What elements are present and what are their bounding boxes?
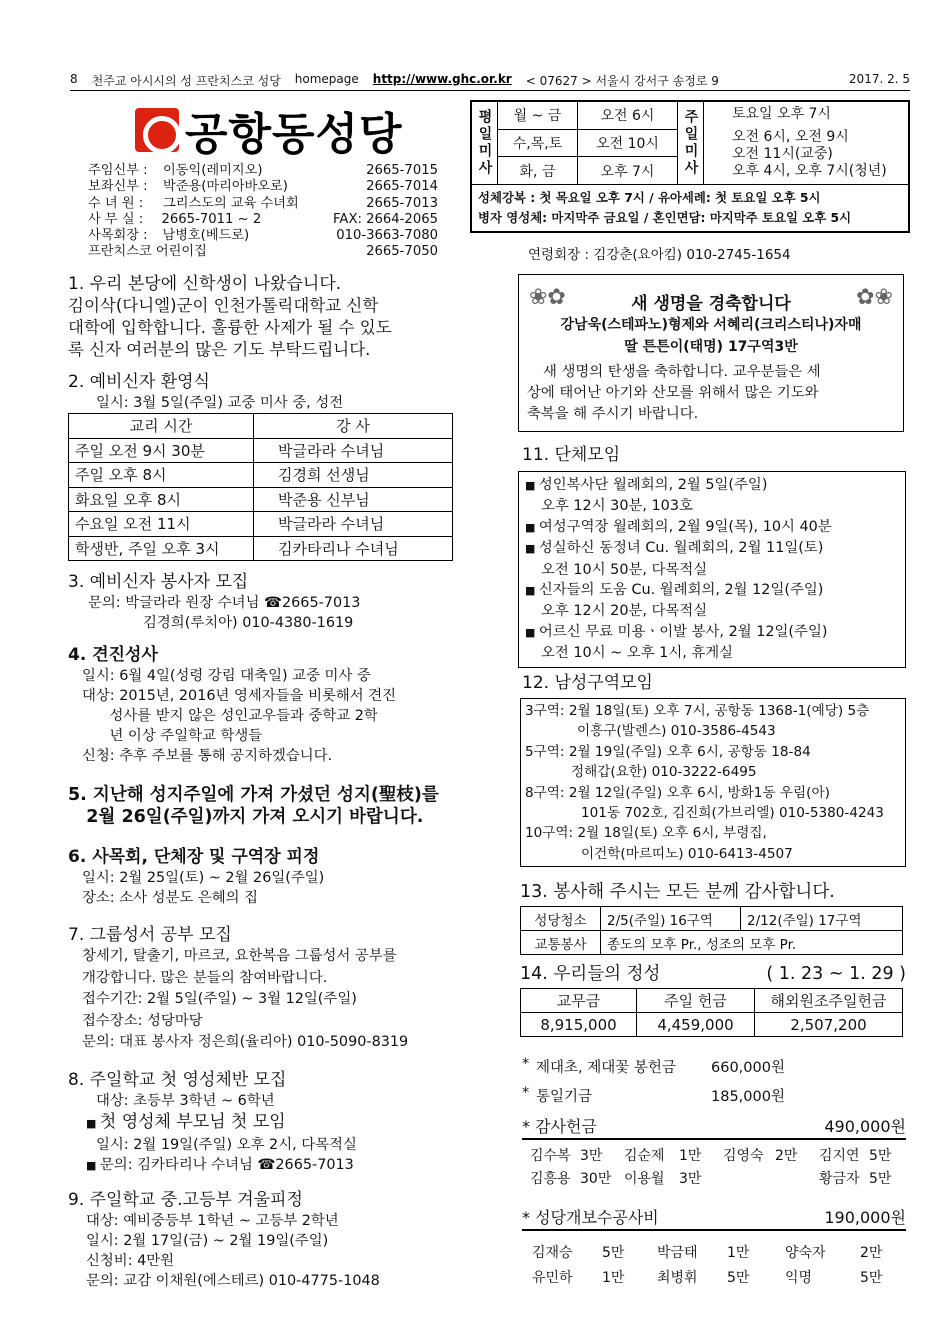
list-item: ■ 어르신 무료 미용ㆍ이발 봉사, 2월 12일(주일): [525, 622, 899, 643]
special-offerings: * 제대초, 제대꽃 봉헌금 660,000원 * 통일기금 185,000원 * 감사헌금 490,000원 김수복 3만 김순제 1만 김영숙 2만 김지연 5만 김흥용 30만 이용월 3만 황금자 5만 * 성당개보수공사비 190,000원 김재승 5만 박금태 1만 양숙자 2만 유민하 1만 최병휘 5만 익명 5만: [522, 1056, 906, 1291]
funeral-committee-leader: 연령회장 : 김강춘(요아킴) 010-2745-1654: [528, 247, 791, 263]
table-row: 수요일 오전 11시 박글라라 수녀님: [69, 512, 453, 537]
staff-row: 주임신부 : 이동익(레미지오) 2665-7015: [88, 163, 438, 178]
section-title: 6. 사목회, 단체장 및 구역장 피정: [68, 847, 320, 867]
section-8: 8. 주일학교 첫 영성체반 모집 대상: 초등부 3학년 ~ 6학년 ■ 첫 영성체 부모님 첫 모임 일시: 2월 19일(주일) 오후 2시, 다목적실 ■ 문의: 김카타리나 수녀님 ☎2665-7013: [68, 1069, 463, 1176]
homepage-link[interactable]: http://www.ghc.or.kr: [372, 72, 512, 86]
table-row: 학생반, 주일 오후 3시 김카타리나 수녀님: [69, 536, 453, 561]
list-item: ■ 성인복사단 월례회의, 2월 5일(주일): [525, 475, 899, 496]
header-divider: [70, 90, 910, 91]
thanks-donor-list: 김수복 3만 김순제 1만 김영숙 2만 김지연 5만 김흥용 30만 이용월 3만 황금자 5만: [530, 1148, 892, 1187]
catechism-table: 교리 시간 강 사 주일 오전 9시 30분 박글라라 수녀님 주일 오후 8시 김경희 선생님 화요일 오후 8시 박준용 신부님 수요일 오전 11시 박글라라 수녀님 학생반, 주일 오후 3시 김카타리나 수녀님: [68, 413, 453, 561]
section-5: 5. 지난해 성지주일에 가져 가셨던 성지(聖枝)를 2월 26일(주일)까지 가져 오시기 바랍니다.: [68, 785, 439, 827]
section-title: 9. 주일학교 중.고등부 겨울피정: [68, 1190, 303, 1210]
section-2: 2. 예비신자 환영식 일시: 3월 5일(주일) 교중 미사 중, 성전 교리 시간 강 사 주일 오전 9시 30분 박글라라 수녀님 주일 오후 8시 김경희 선생님 화요일 오후 8시 박준용 신부님 수요일 오전 11시 박글라라 수녀님 학생반, 주일 오후 3시 김카타리나 수녀님: [68, 371, 463, 561]
table-row: 8,915,000 4,459,000 2,507,200: [521, 1013, 903, 1037]
section-title: 11. 단체모임: [522, 445, 621, 465]
volunteer-table: [520, 906, 903, 955]
bullet-icon: *: [522, 1085, 530, 1101]
section-14: [520, 963, 906, 1037]
list-item: 3구역: 2월 18일(토) 오후 7시, 공항동 1368-1(예당) 5층: [525, 703, 870, 719]
list-item: ■ 신자들의 도움 Cu. 월례회의, 2월 12일(주일): [525, 580, 899, 601]
logo-text: 공항동성당: [185, 109, 403, 160]
flower-decoration-icon: ✿❀: [856, 285, 893, 310]
list-item: ■ 여성구역장 월례회의, 2월 9일(목), 10시 40분: [525, 517, 899, 538]
table-row: 주일 오후 8시 김경희 선생님: [69, 463, 453, 488]
flower-decoration-icon: ❀✿: [529, 285, 566, 310]
list-item: 8구역: 2월 12일(주일) 오후 6시, 방화1동 우림(아): [525, 784, 830, 801]
table-row: 성당청소 2/5(주일) 16구역 2/12(주일) 17구역: [521, 907, 903, 931]
section-title: 8. 주일학교 첫 영성체반 모집: [68, 1070, 287, 1090]
table-row: 화요일 오후 8시 박준용 신부님: [69, 487, 453, 512]
mass-schedule: [470, 100, 910, 233]
section-3: 3. 예비신자 봉사자 모집 문의: 박글라라 원장 수녀님 ☎2665-7013 김경희(루치아) 010-4380-1619: [68, 571, 463, 633]
announcement-body: 새 생명의 탄생을 축하합니다. 교우분들은 세 상에 태어난 아기와 산모를 위해서 많은 기도와 축복을 해 주시기 바랍니다.: [527, 364, 821, 422]
repair-donor-list: 김재승 5만 박금태 1만 양숙자 2만 유민하 1만 최병휘 5만 익명 5만: [532, 1245, 883, 1286]
section-9: 9. 주일학교 중.고등부 겨울피정 대상: 예비중등부 1학년 ~ 고등부 2학년 일시: 2월 17일(금) ~ 2월 19일(주일) 신청비: 4만원 문의: 교감 이채원(에스테르) 010-4775-1048: [68, 1189, 463, 1291]
birth-announcement: ❀✿ ✿❀ 새 생명을 경축합니다 강남욱(스테파노)형제와 서혜리(크리스티나)자매 딸 튼튼이(태명) 17구역3반 새 생명의 탄생을 축하합니다. 교우분들은 세 상에 태어난 아기와 산모를 위해서 많은 기도와 축복을 해 주시기 바랍니다.: [518, 274, 904, 432]
table-row: 교통봉사 종도의 모후 Pr., 성조의 모후 Pr.: [521, 931, 903, 955]
section-7: 7. 그룹성서 공부 모집 창세기, 탈출기, 마르코, 요한복음 그룹성서 공부를 개강합니다. 많은 분들의 참여바랍니다. 접수기간: 2월 5일(주일) ~ 3월 12일(주일) 접수장소: 성당마당 문의: 대표 봉사자 정은희(율리아) 010-5090-8319: [68, 924, 463, 1054]
bullet-icon: *: [522, 1208, 536, 1227]
section-12: [520, 672, 906, 867]
table-row: 교무금 주일 헌금 해외원조주일헌금: [521, 989, 903, 1013]
section-1: 1. 우리 본당에 신학생이 나왔습니다. 김이삭(다니엘)군이 인천가톨릭대학교 신학 대학에 입학합니다. 훌륭한 사제가 될 수 있도 록 신자 여러분의 많은 기도 부탁드립니다.: [68, 273, 463, 361]
offering-period: ( 1. 23 ~ 1. 29 ): [766, 964, 906, 984]
page-number: 8: [70, 72, 78, 86]
homepage-label: homepage: [294, 72, 359, 86]
staff-row: 보좌신부 : 박준용(마리아바오로) 2665-7014: [88, 179, 438, 195]
sunday-mass-label: 주일미사: [678, 102, 704, 184]
parish-name: 천주교 아시시의 성 프란치스코 성당: [91, 74, 281, 88]
bullet-icon: *: [522, 1117, 536, 1136]
announcement-title: 새 생명을 경축합니다: [631, 294, 791, 314]
table-row: 주일 오전 9시 30분 박글라라 수녀님: [69, 438, 453, 463]
section-title: 4. 견진성사: [68, 645, 158, 665]
mens-district-list: 3구역: 2월 18일(토) 오후 7시, 공항동 1368-1(예당) 5층 이흥구(발렌스) 010-3586-4543 5구역: 2월 19일(주일) 오후 6시, 공항동 18-84 정해갑(요한) 010-3222-6495 8구역: 2월 12일(주일) 오후 6시, 방화1동 우림(아) 101동 702호, 김진희(가브리엘) 010-5380-4243 10구역: 2월 18일(토) 오후 6시, 부령집, 이건학(마르띠노) 010-6413-4507: [520, 698, 906, 867]
weekday-mass-table: 월 ~ 금 오전 6시 수,목,토 오전 10시 화, 금 오후 7시: [498, 102, 678, 184]
section-title: 14. 우리들의 정성: [520, 964, 661, 984]
weekday-mass-label: 평일미사: [472, 102, 498, 184]
sunday-mass-times: 토요일 오후 7시 오전 6시, 오전 9시 오전 11시(교중) 오후 4시, 오후 7시(청년): [732, 106, 887, 179]
sacrament-info: 성체강복 : 첫 목요일 오후 7시 / 유아세례: 첫 토요일 오후 5시 병자 영성체: 마지막주 금요일 / 혼인면담: 마지막주 토요일 오후 5시: [478, 190, 852, 225]
section-title: 2. 예비신자 환영식: [68, 372, 210, 392]
section-title: 12. 남성구역모임: [522, 673, 653, 693]
list-item: 5구역: 2월 19일(주일) 오후 6시, 공항동 18-84: [525, 743, 811, 760]
address: < 07627 > 서울시 강서구 송정로 9: [525, 74, 719, 88]
staff-row: 사 무 실 : 2665-7011 ~ 2 FAX: 2664-2065: [88, 211, 438, 227]
list-item: 10구역: 2월 18일(토) 오후 6시, 부령집,: [525, 825, 767, 842]
section-title: 1. 우리 본당에 신학생이 나왔습니다.: [68, 274, 342, 294]
section-title: 13. 봉사해 주시는 모든 분께 감사합니다.: [520, 882, 835, 902]
staff-list: [88, 163, 438, 261]
section-13: [520, 881, 906, 955]
group-meeting-list: ■ 성인복사단 월례회의, 2월 5일(주일) 오후 12시 30분, 103호 ■ 여성구역장 월례회의, 2월 9일(목), 10시 40분 ■ 성실하신 동정녀 Cu. 월례회의, 2월 11일(토) 오전 10시 50분, 다목적실 ■ 신자들의 도움 Cu. 월례회의, 2월 12일(주일) 오후 12시 20분, 다목적실 ■ 어르신 무료 미용ㆍ이발 봉사, 2월 12일(주일) 오전 10시 ~ 오후 1시, 휴게실: [518, 471, 906, 668]
staff-row: 프란치스코 어린이집 2665-7050: [88, 244, 438, 260]
offering-table: [520, 988, 903, 1037]
section-11: [518, 444, 906, 668]
section-title: 3. 예비신자 봉사자 모집: [68, 572, 249, 592]
staff-row: 수 녀 원 : 그리스도의 교육 수녀회 2665-7013: [88, 195, 438, 211]
bullet-icon: *: [522, 1056, 530, 1072]
list-item: ■ 성실하신 동정녀 Cu. 월례회의, 2월 11일(토): [525, 538, 899, 559]
church-logo: [135, 98, 403, 162]
section-title: 7. 그룹성서 공부 모집: [68, 925, 232, 945]
issue-date: 2017. 2. 5: [848, 72, 910, 86]
section-4: 4. 견진성사 일시: 6월 4일(성령 강림 대축일) 교중 미사 중 대상: 2015년, 2016년 영세자들을 비롯해서 견진 성사를 받지 않은 성인교우들과 중학교 2학 년 이상 주일학교 학생들 신청: 추후 주보를 통해 공지하겠습니다.: [68, 644, 463, 766]
staff-row: 사목회장 : 남병호(베드로) 010-3663-7080: [88, 228, 438, 244]
logo-mark-icon: [135, 108, 179, 152]
section-6: 6. 사목회, 단체장 및 구역장 피정 일시: 2월 25일(토) ~ 2월 26일(주일) 장소: 소사 성분도 은혜의 집: [68, 846, 463, 908]
page-header: [70, 72, 910, 89]
